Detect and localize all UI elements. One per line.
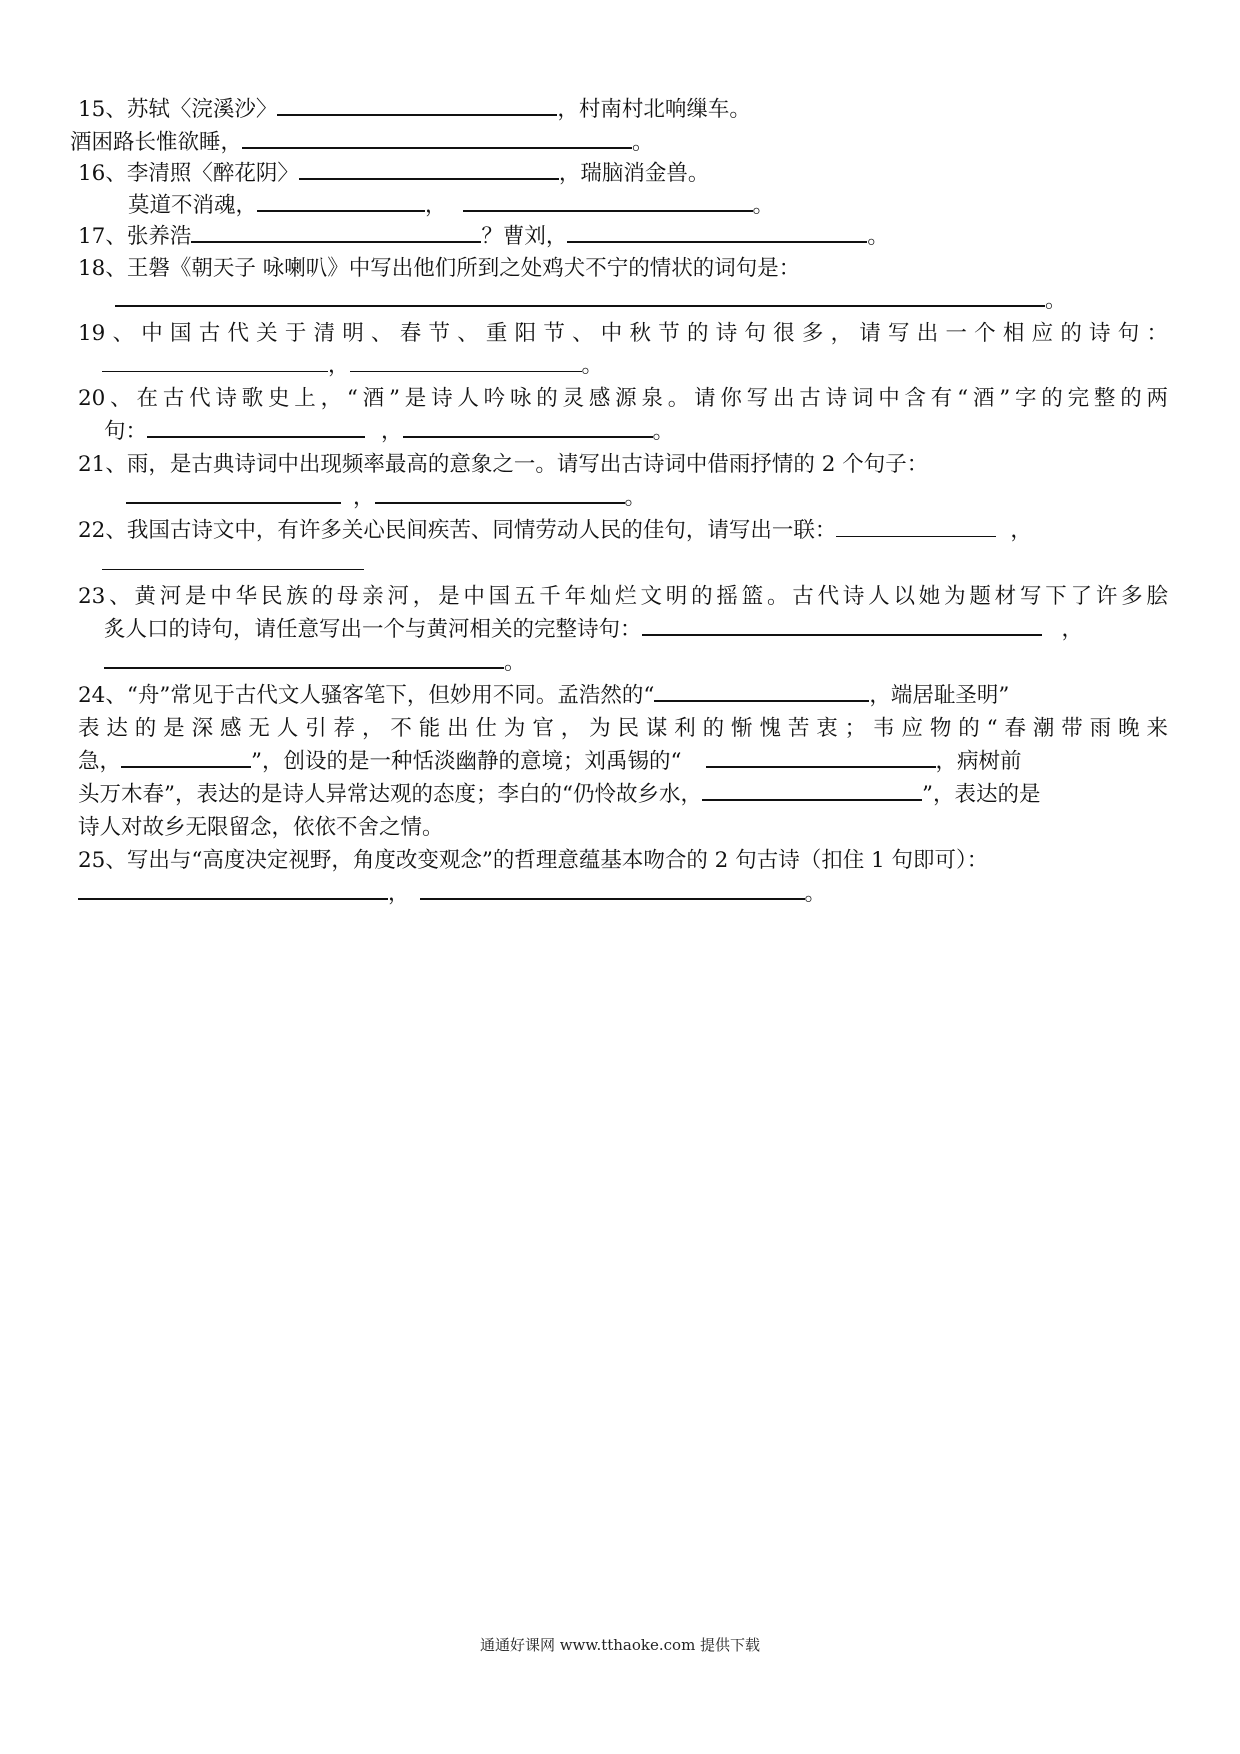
q25-answer-blank-2[interactable] (420, 878, 805, 900)
q19-prompt: 19、中国古代关于清明、春节、重阳节、中秋节的诗句很多，请写出一个相应的诗句： (78, 321, 1168, 346)
q15-text-2: 酒困路长惟欲睡， (70, 130, 243, 155)
q24-line2: 表达的是深感无人引荐，不能出仕为官，为民谋利的惭愧苦衷；韦应物的“春潮带雨晚来 (78, 716, 1168, 741)
q23-answer-blank-2[interactable] (104, 647, 504, 669)
q19-answer-blank-1[interactable] (102, 351, 328, 372)
q24-line5: 诗人对故乡无限留念，依依不舍之情。 (78, 815, 444, 840)
q24-line3: 急， ”，创设的是一种恬淡幽静的意境；刘禹锡的“ ，病树前 (78, 746, 1168, 778)
q24-answer-blank-4[interactable] (702, 779, 922, 801)
q16-prompt: 16、李清照〈醉花阴〉 (78, 161, 299, 186)
q15-answer-blank-2[interactable] (242, 127, 632, 149)
q20-line2: 句： ， 。 (104, 416, 1194, 448)
q21-prompt: 21、雨，是古典诗词中出现频率最高的意象之一。请写出古诗词中借雨抒情的 2 个句子： (78, 452, 929, 477)
q22-line2 (102, 548, 1192, 580)
q18-line2: 。 (115, 285, 1205, 317)
q20-line1 (78, 383, 1168, 415)
q25-prompt: 25、写出与“高度决定视野，角度改变观念”的哲理意蕴基本吻合的 2 句古诗（扣住 1 句即可）： (78, 848, 989, 873)
q19-answer-blank-2[interactable] (350, 351, 582, 372)
q17-answer-blank-1[interactable] (191, 221, 481, 243)
q22-answer-blank-1[interactable] (836, 516, 996, 537)
q22-line1: 22、我国古诗文中，有许多关心民间疾苦、同情劳动人民的佳句，请写出一联： ， (78, 518, 1032, 543)
q23-line3: 。 (104, 647, 1194, 679)
q16-answer-blank-3[interactable] (463, 190, 753, 212)
q22-prompt: 22、我国古诗文中，有许多关心民间疾苦、同情劳动人民的佳句，请写出一联： (78, 518, 837, 543)
q18-prompt: 18、王磐《朝天子 咏喇叭》中写出他们所到之处鸡犬不宁的情状的词句是： (78, 256, 801, 281)
q16-line1: 16、李清照〈醉花阴〉 ，瑞脑消金兽。 (78, 158, 1168, 190)
q15-text: ，村南村北响缫车。 (557, 97, 751, 122)
q17-answer-blank-2[interactable] (567, 221, 867, 243)
q16-answer-blank-1[interactable] (299, 158, 559, 180)
q16-line2: 莫道不消魂， ， 。 (128, 190, 1218, 222)
q18-answer-blank[interactable] (115, 285, 1045, 307)
q24-prompt: 24、“舟”常见于古代文人骚客笔下，但妙用不同。孟浩然的“ (78, 683, 655, 708)
q24-answer-blank-2[interactable] (121, 746, 251, 768)
q15-line1 (78, 94, 1168, 126)
q15-answer-blank-1[interactable] (277, 94, 557, 116)
q16-answer-blank-2[interactable] (257, 190, 425, 212)
q21-line1 (78, 449, 1168, 481)
q21-answer-blank-1[interactable] (126, 482, 341, 504)
q24-line4: 头万木春”，表达的是诗人异常达观的态度；李白的“仍怜故乡水， ”，表达的是 (78, 779, 1168, 811)
q21-answer-blank-2[interactable] (375, 482, 625, 504)
q23-answer-blank-1[interactable] (642, 614, 1042, 636)
q20-answer-blank-2[interactable] (403, 416, 653, 438)
q17-prompt: 17、张养浩 (78, 224, 192, 249)
q24-answer-blank-3[interactable] (706, 746, 936, 768)
q18-line1 (78, 253, 1168, 285)
q15-prompt: 15、苏轼〈浣溪沙〉 (78, 97, 278, 122)
q21-line2: ， 。 (126, 482, 1216, 514)
q15-line2: 酒困路长惟欲睡， 。 (70, 127, 1160, 159)
q17-line: 17、张养浩 ？曹刘， 。 (78, 221, 1168, 253)
q23-line1 (78, 581, 1168, 613)
q20-answer-blank-1[interactable] (147, 416, 365, 438)
q22-answer-blank-2[interactable] (102, 551, 364, 570)
q19-line2: ， 。 (102, 350, 1192, 382)
q20-prompt: 20、在古代诗歌史上，“酒”是诗人吟咏的灵感源泉。请你写出古诗词中含有“酒”字的完整的两 (78, 386, 1168, 411)
q19-line1 (78, 318, 1168, 350)
q24-answer-blank-1[interactable] (654, 680, 869, 702)
q23-prompt: 23、黄河是中华民族的母亲河，是中国五千年灿烂文明的摇篮。古代诗人以她为题材写下了许多脍 (78, 584, 1168, 609)
q24-line1: 24、“舟”常见于古代文人骚客笔下，但妙用不同。孟浩然的“ ，端居耻圣明” (78, 680, 1168, 712)
q23-line2: 炙人口的诗句，请任意写出一个与黄河相关的完整诗句： ， (104, 614, 1194, 646)
q25-answer-blank-1[interactable] (78, 878, 388, 900)
q25-line1 (78, 845, 1168, 877)
q25-line2: ， 。 (78, 878, 1168, 910)
footer-source: 通通好课网 www.tthaoke.com 提供下载 (479, 1636, 761, 1654)
